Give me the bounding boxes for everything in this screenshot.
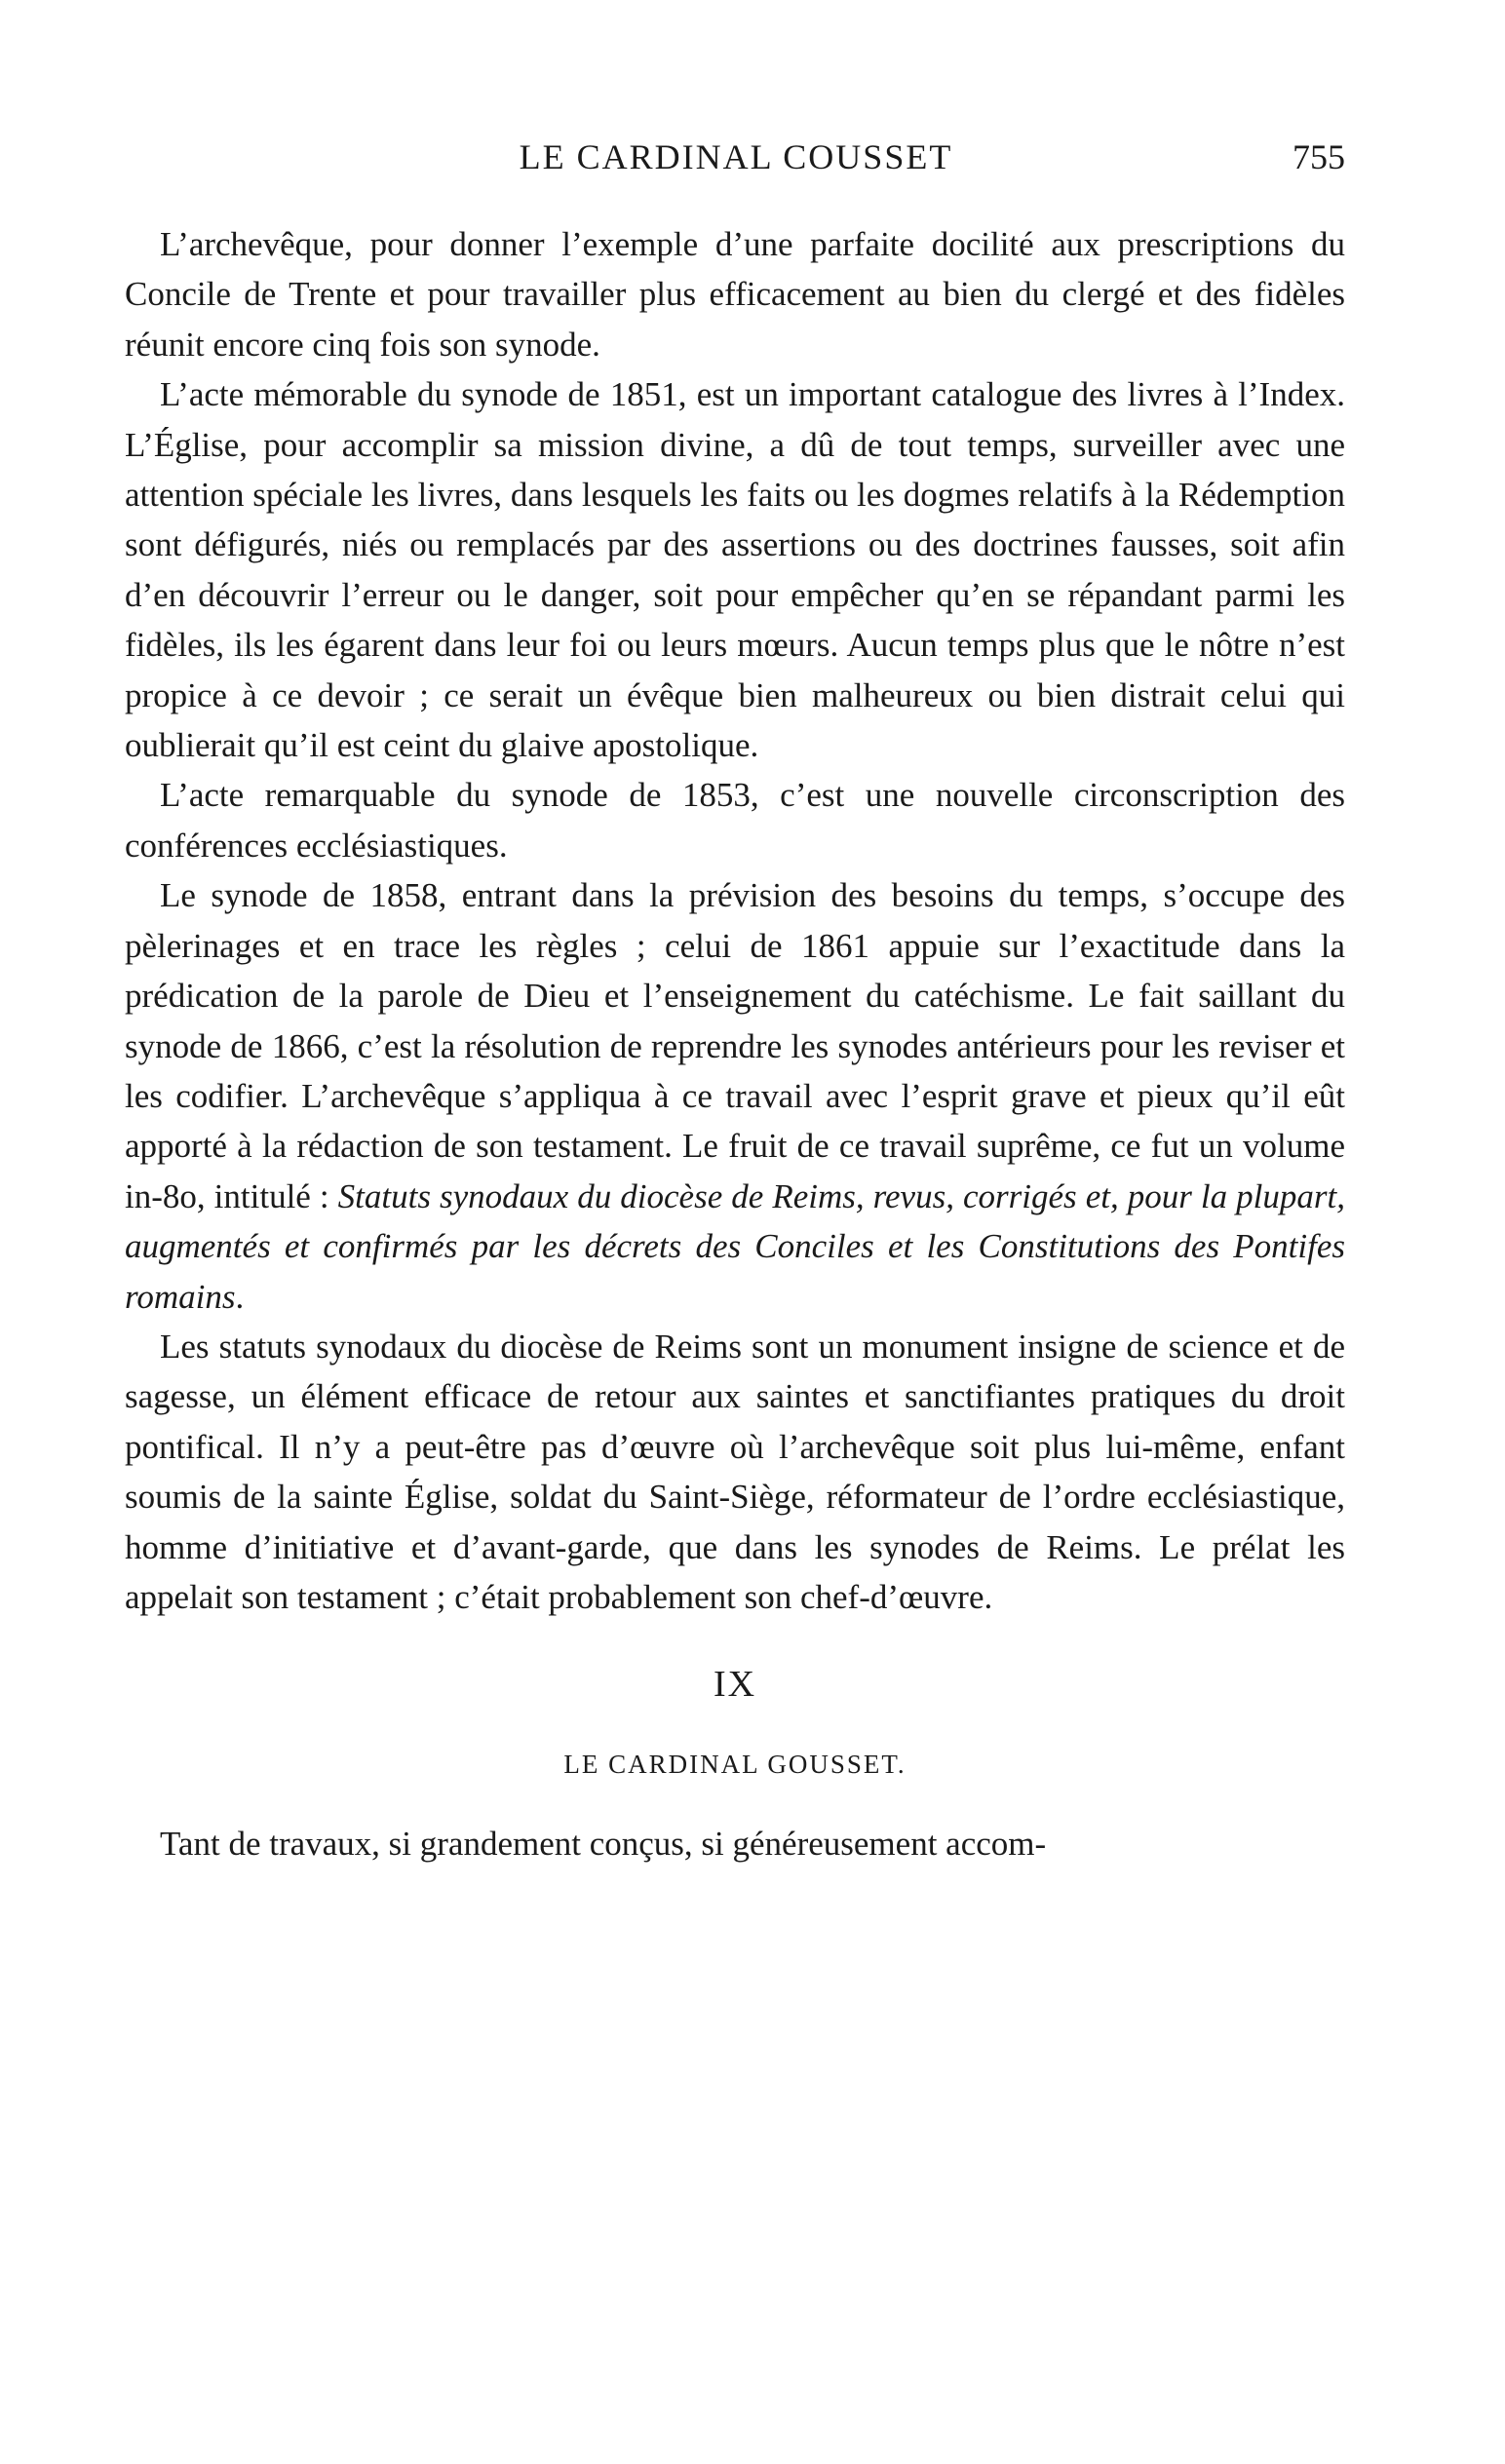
paragraph-6: Tant de travaux, si grandement conçus, si généreusement accom- — [160, 1825, 1047, 1864]
running-title: LE CARDINAL COUSSET — [519, 137, 953, 176]
section-title: LE CARDINAL GOUSSET. — [563, 1750, 907, 1780]
paragraph-1: L’archevêque, pour donner l’exemple d’une parfaite docilité aux prescriptions du Concile de Trente et pour travailler plus efficacement au bien du clergé et des fidèles réunit encore cinq fois son synode. — [125, 225, 1345, 364]
running-header — [127, 136, 1345, 195]
paragraph-3: L’acte remarquable du synode de 1853, c’est une nouvelle circonscription des conférences ecclésiastiques. — [125, 776, 1345, 865]
paragraph-2: L’acte mémorable du synode de 1851, est un important catalogue des livres à l’Index. L’Église, pour accomplir sa mission divine, a dû de tout temps, surveiller avec une attention spéciale les livres, dans lesquels les faits ou les dogmes relatifs à la Rédemption sont défigurés, niés ou remplacés par des assertions ou des doctrines fausses, soit afin d’en découvrir l’erreur ou le danger, soit pour empêcher qu’en se répandant parmi les fidèles, ils les égarent dans leur foi ou leurs mœurs. Aucun temps plus que le nôtre n’est propice à ce devoir ; ce serait un évêque bien malheureux ou bien distrait celui qui oublierait qu’il est ceint du glaive apostolique. — [125, 375, 1345, 765]
paragraph-4-end: . — [235, 1277, 245, 1316]
section-number: IX — [713, 1664, 757, 1706]
paragraph-4 — [125, 870, 1345, 1322]
paragraph-5: Les statuts synodaux du diocèse de Reims sont un monument insigne de science et de sagesse, un élément efficace de retour aux saintes et sanctifiantes pratiques du droit pontifical. Il n’y a peut-être pas d’œuvre où l’archevêque soit plus lui-même, enfant soumis de la sainte Église, soldat du Saint-Siège, réformateur de l’ordre ecclésiastique, homme d’initiative et d’avant-garde, que dans les synodes de Reims. Le prélat les appelait son testament ; c’était probablement son chef-d’œuvre. — [125, 1327, 1345, 1616]
book-title-italic: Statuts synodaux du diocèse de Reims, revus, corrigés et, pour la plupart, augmentés et confirmés par les décrets des Conciles et les Constitutions des Pontifes romains — [125, 1176, 1345, 1316]
paragraph-4-text: Le synode de 1858, entrant dans la prévision des besoins du temps, s’occupe des pèlerinages et en trace les règles ; celui de 1861 appuie sur l’exactitude dans la prédication de la parole de Dieu et l’enseignement du catéchisme. Le fait saillant du synode de 1866, c’est la résolution de reprendre les synodes antérieurs pour les reviser et les codifier. L’archevêque s’appliqua à ce travail avec l’esprit grave et pieux qu’il eût apporté à la rédaction de son testament. Le fruit de ce travail suprême, ce fut un volume in-8o, intitulé : — [125, 876, 1345, 1215]
page-number: 755 — [1293, 137, 1345, 176]
body-text — [125, 219, 1345, 1869]
